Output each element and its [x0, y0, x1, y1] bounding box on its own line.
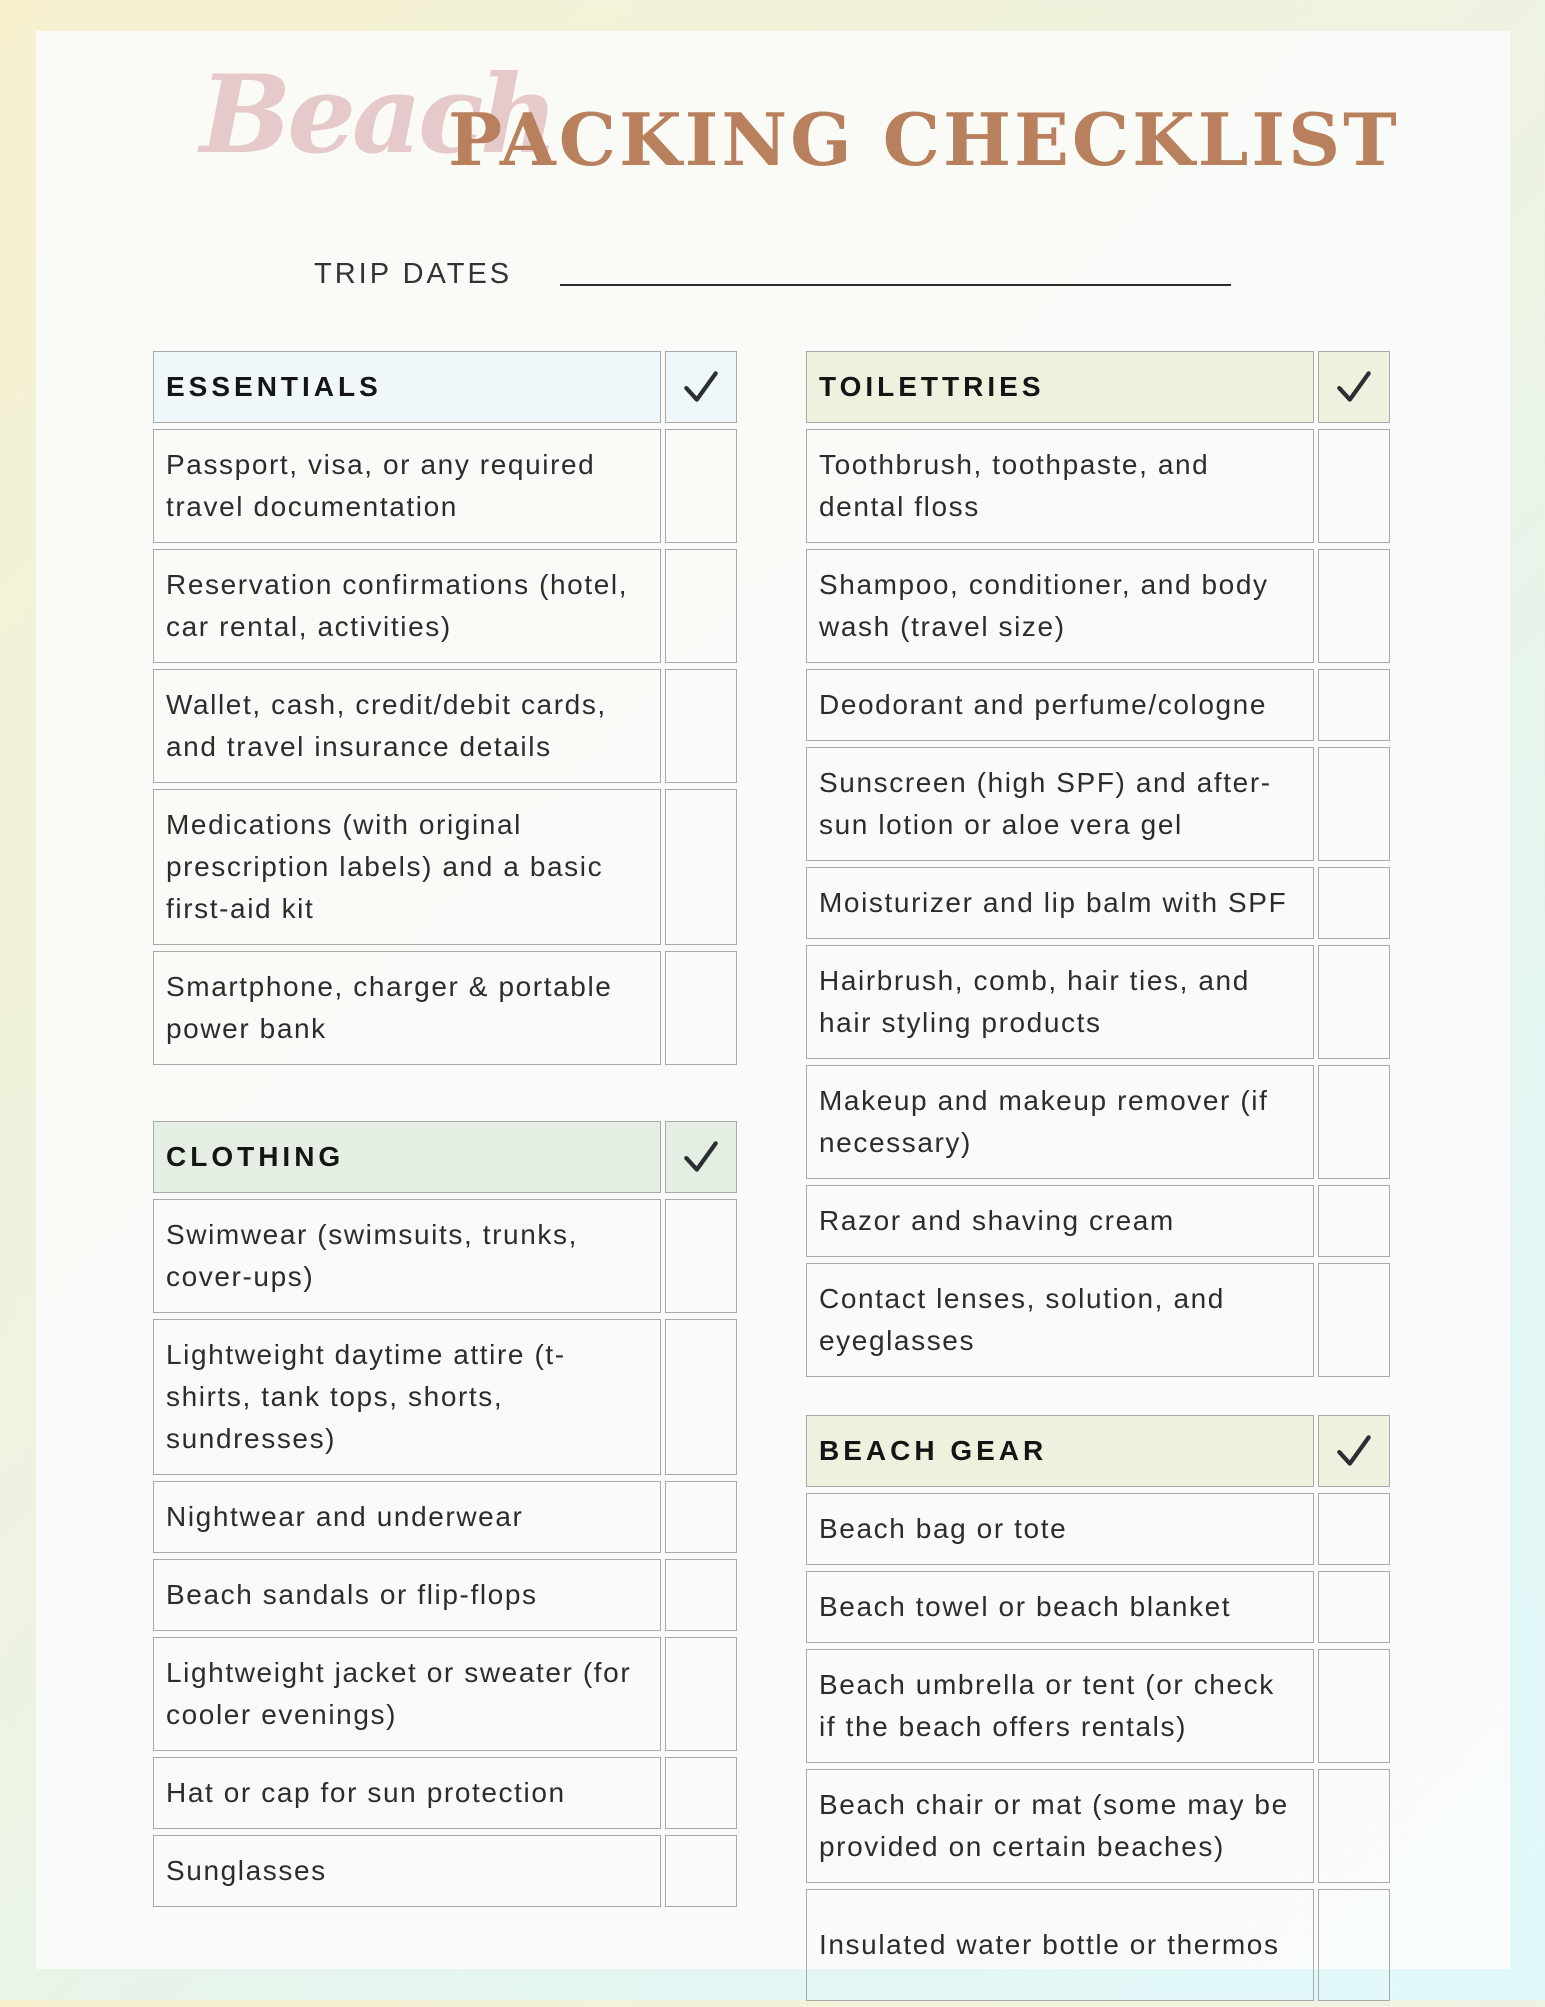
item-label: Sunscreen (high SPF) and after-sun lotion or aloe vera gel [806, 747, 1314, 861]
list-item [153, 429, 737, 543]
list-item [153, 669, 737, 783]
item-checkbox[interactable] [1318, 747, 1390, 861]
clothing-section [153, 1121, 737, 1913]
essentials-section [153, 351, 737, 1071]
list-item [806, 747, 1390, 861]
toiletries-title: TOILETTRIES [806, 351, 1314, 423]
page-title [200, 52, 1400, 192]
item-label: Deodorant and perfume/cologne [806, 669, 1314, 741]
item-label: Beach umbrella or tent (or check if the beach offers rentals) [806, 1649, 1314, 1763]
list-item [806, 945, 1390, 1059]
item-checkbox[interactable] [665, 1199, 737, 1313]
item-label: Moisturizer and lip balm with SPF [806, 867, 1314, 939]
list-item [806, 1493, 1390, 1565]
list-item [806, 1769, 1390, 1883]
item-label: Nightwear and underwear [153, 1481, 661, 1553]
list-item [806, 669, 1390, 741]
list-item [153, 1637, 737, 1751]
list-item [806, 429, 1390, 543]
list-item [153, 1757, 737, 1829]
item-label: Razor and shaving cream [806, 1185, 1314, 1257]
check-icon [680, 366, 722, 408]
list-item [806, 1065, 1390, 1179]
list-item [153, 1319, 737, 1475]
item-checkbox[interactable] [1318, 549, 1390, 663]
item-checkbox[interactable] [1318, 669, 1390, 741]
item-checkbox[interactable] [1318, 1571, 1390, 1643]
item-checkbox[interactable] [1318, 1065, 1390, 1179]
item-checkbox[interactable] [1318, 1649, 1390, 1763]
title-script-word: Beach [200, 52, 555, 178]
item-checkbox[interactable] [665, 1481, 737, 1553]
item-label: Wallet, cash, credit/debit cards, and travel insurance details [153, 669, 661, 783]
toiletries-section [806, 351, 1390, 1383]
list-item [806, 1185, 1390, 1257]
item-label: Contact lenses, solution, and eyeglasses [806, 1263, 1314, 1377]
item-checkbox[interactable] [665, 1559, 737, 1631]
item-label: Insulated water bottle or thermos [806, 1889, 1314, 2001]
item-label: Lightweight daytime attire (t-shirts, tank tops, shorts, sundresses) [153, 1319, 661, 1475]
item-checkbox[interactable] [1318, 867, 1390, 939]
list-item [153, 1835, 737, 1907]
list-item [806, 1649, 1390, 1763]
item-checkbox[interactable] [665, 429, 737, 543]
item-label: Beach towel or beach blanket [806, 1571, 1314, 1643]
toiletries-check-header [1318, 351, 1390, 423]
item-checkbox[interactable] [1318, 1493, 1390, 1565]
item-checkbox[interactable] [665, 669, 737, 783]
list-item [153, 1481, 737, 1553]
list-item [806, 867, 1390, 939]
list-item [806, 549, 1390, 663]
item-checkbox[interactable] [665, 549, 737, 663]
check-icon [680, 1136, 722, 1178]
list-item [806, 1889, 1390, 2001]
list-item [153, 789, 737, 945]
item-label: Makeup and makeup remover (if necessary) [806, 1065, 1314, 1179]
item-checkbox[interactable] [1318, 1185, 1390, 1257]
item-label: Sunglasses [153, 1835, 661, 1907]
list-item [153, 549, 737, 663]
item-label: Hat or cap for sun protection [153, 1757, 661, 1829]
list-item [153, 951, 737, 1065]
check-icon [1333, 1430, 1375, 1472]
title-main-text: PACKING CHECKLIST [448, 97, 1400, 182]
item-checkbox[interactable] [665, 951, 737, 1065]
item-checkbox[interactable] [1318, 429, 1390, 543]
essentials-header [153, 351, 737, 423]
trip-dates-label: TRIP DATES [314, 258, 513, 290]
item-label: Beach sandals or flip-flops [153, 1559, 661, 1631]
item-checkbox[interactable] [665, 1319, 737, 1475]
beach-gear-title: BEACH GEAR [806, 1415, 1314, 1487]
list-item [806, 1263, 1390, 1377]
item-checkbox[interactable] [665, 1637, 737, 1751]
item-checkbox[interactable] [665, 1757, 737, 1829]
item-label: Beach bag or tote [806, 1493, 1314, 1565]
clothing-check-header [665, 1121, 737, 1193]
item-checkbox[interactable] [665, 789, 737, 945]
list-item [153, 1199, 737, 1313]
item-label: Shampoo, conditioner, and body wash (travel size) [806, 549, 1314, 663]
item-label: Reservation confirmations (hotel, car rental, activities) [153, 549, 661, 663]
item-checkbox[interactable] [1318, 1263, 1390, 1377]
item-checkbox[interactable] [1318, 1889, 1390, 2001]
list-item [806, 1571, 1390, 1643]
item-label: Swimwear (swimsuits, trunks, cover-ups) [153, 1199, 661, 1313]
clothing-title: CLOTHING [153, 1121, 661, 1193]
list-item [153, 1559, 737, 1631]
item-label: Beach chair or mat (some may be provided on certain beaches) [806, 1769, 1314, 1883]
beach-gear-check-header [1318, 1415, 1390, 1487]
item-label: Hairbrush, comb, hair ties, and hair styling products [806, 945, 1314, 1059]
item-label: Toothbrush, toothpaste, and dental floss [806, 429, 1314, 543]
trip-dates-input-line[interactable] [560, 284, 1231, 286]
beach-gear-section [806, 1415, 1390, 2007]
item-label: Lightweight jacket or sweater (for cooler evenings) [153, 1637, 661, 1751]
item-checkbox[interactable] [1318, 1769, 1390, 1883]
clothing-header [153, 1121, 737, 1193]
item-label: Smartphone, charger & portable power bank [153, 951, 661, 1065]
item-label: Passport, visa, or any required travel documentation [153, 429, 661, 543]
check-icon [1333, 366, 1375, 408]
item-checkbox[interactable] [1318, 945, 1390, 1059]
essentials-title: ESSENTIALS [153, 351, 661, 423]
item-label: Medications (with original prescription labels) and a basic first-aid kit [153, 789, 661, 945]
toiletries-header [806, 351, 1390, 423]
essentials-check-header [665, 351, 737, 423]
beach-gear-header [806, 1415, 1390, 1487]
item-checkbox[interactable] [665, 1835, 737, 1907]
